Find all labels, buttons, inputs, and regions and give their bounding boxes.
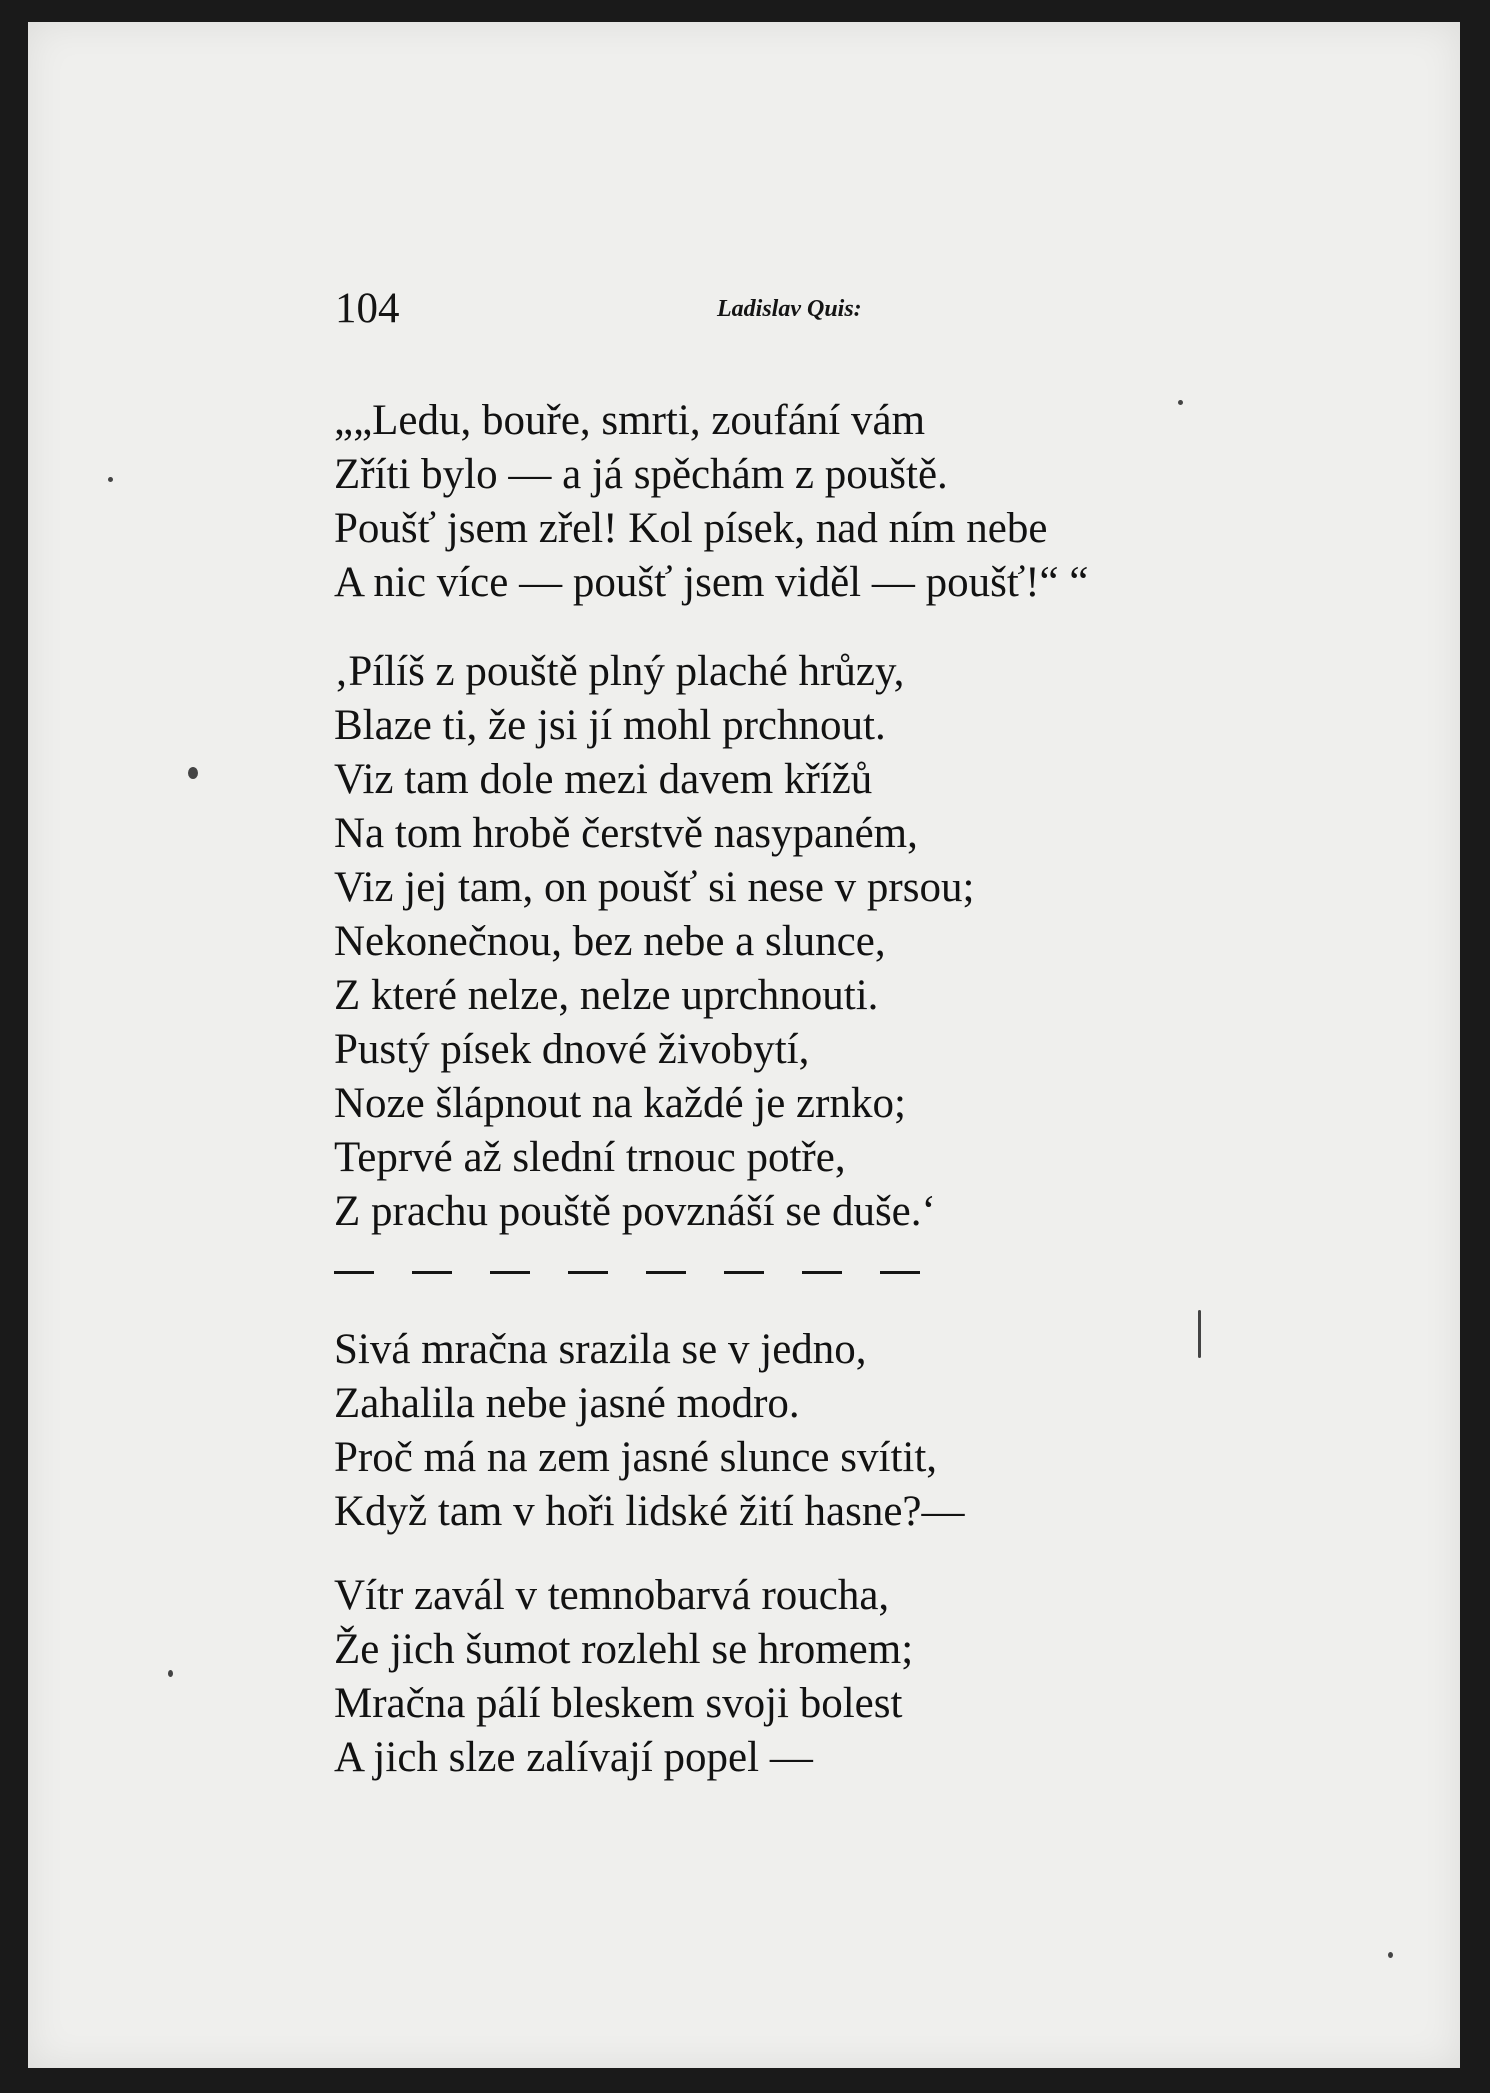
poem-line: A jich slze zalívají popel — [334, 1734, 813, 1781]
stanza-3 [334, 1323, 1234, 1539]
poem-line: Blaze ti, že jsi jí mohl prchnout. [334, 702, 886, 749]
separator-dash [412, 1271, 452, 1274]
poem-line: A nic více — poušť jsem viděl — poušť!“ “ [334, 559, 1089, 606]
scan-speck [188, 767, 198, 779]
poem-line: Z prachu pouště povznáší se duše.‘ [334, 1188, 936, 1235]
poem-line: Mračna pálí bleskem svoji bolest [334, 1680, 903, 1727]
poem-line: Vítr zavál v temnobarvá roucha, [334, 1572, 890, 1619]
running-head: Ladislav Quis: [717, 296, 862, 322]
separator-dash [646, 1271, 686, 1274]
poem-line: ‚Pílíš z pouště plný plaché hrůzy, [334, 648, 905, 695]
poem-line: Poušť jsem zřel! Kol písek, nad ním nebe [334, 505, 1048, 552]
poem-line: „„Ledu, bouře, smrti, zoufání vám [334, 397, 926, 444]
scan-speck [1198, 1310, 1201, 1358]
separator-dash [724, 1271, 764, 1274]
scan-speck [168, 1670, 173, 1677]
poem-line: Viz jej tam, on poušť si nese v prsou; [334, 864, 975, 911]
poem-line: Pustý písek dnové živobytí, [334, 1026, 810, 1073]
separator-dash [880, 1271, 920, 1274]
separator-dash [490, 1271, 530, 1274]
separator-dash [802, 1271, 842, 1274]
separator-dash [568, 1271, 608, 1274]
poem-line: Zahalila nebe jasné modro. [334, 1380, 800, 1427]
book-page [28, 22, 1460, 2068]
poem-line: Na tom hrobě čerstvě nasypaném, [334, 810, 918, 857]
poem-line: Noze šlápnout na každé je zrnko; [334, 1080, 906, 1127]
stanza-2 [334, 645, 1234, 1239]
poem-line: Teprvé až slední trnouc potře, [334, 1134, 846, 1181]
scan-speck [1388, 1952, 1393, 1958]
poem-line: Když tam v hoři lidské žití hasne?— [334, 1488, 965, 1535]
poem-line: Nekonečnou, bez nebe a slunce, [334, 918, 886, 965]
poem-line: Zříti bylo — a já spěchám z pouště. [334, 451, 948, 498]
poem-line: Že jich šumot rozlehl se hromem; [334, 1626, 914, 1673]
scan-speck [108, 477, 113, 482]
page-number: 104 [335, 285, 400, 332]
stanza-4 [334, 1569, 1234, 1785]
poem-line: Viz tam dole mezi davem křížů [334, 756, 873, 803]
page-header [335, 284, 1035, 344]
poem-line: Proč má na zem jasné slunce svítit, [334, 1434, 938, 1481]
poem-line: Sivá mračna srazila se v jedno, [334, 1326, 867, 1373]
poem-line: Z které nelze, nelze uprchnouti. [334, 972, 879, 1019]
separator-dash [334, 1271, 374, 1274]
scan-speck [1178, 400, 1183, 405]
stanza-1 [334, 394, 1234, 610]
section-separator [334, 1247, 1234, 1297]
poem-text [334, 394, 1234, 1785]
